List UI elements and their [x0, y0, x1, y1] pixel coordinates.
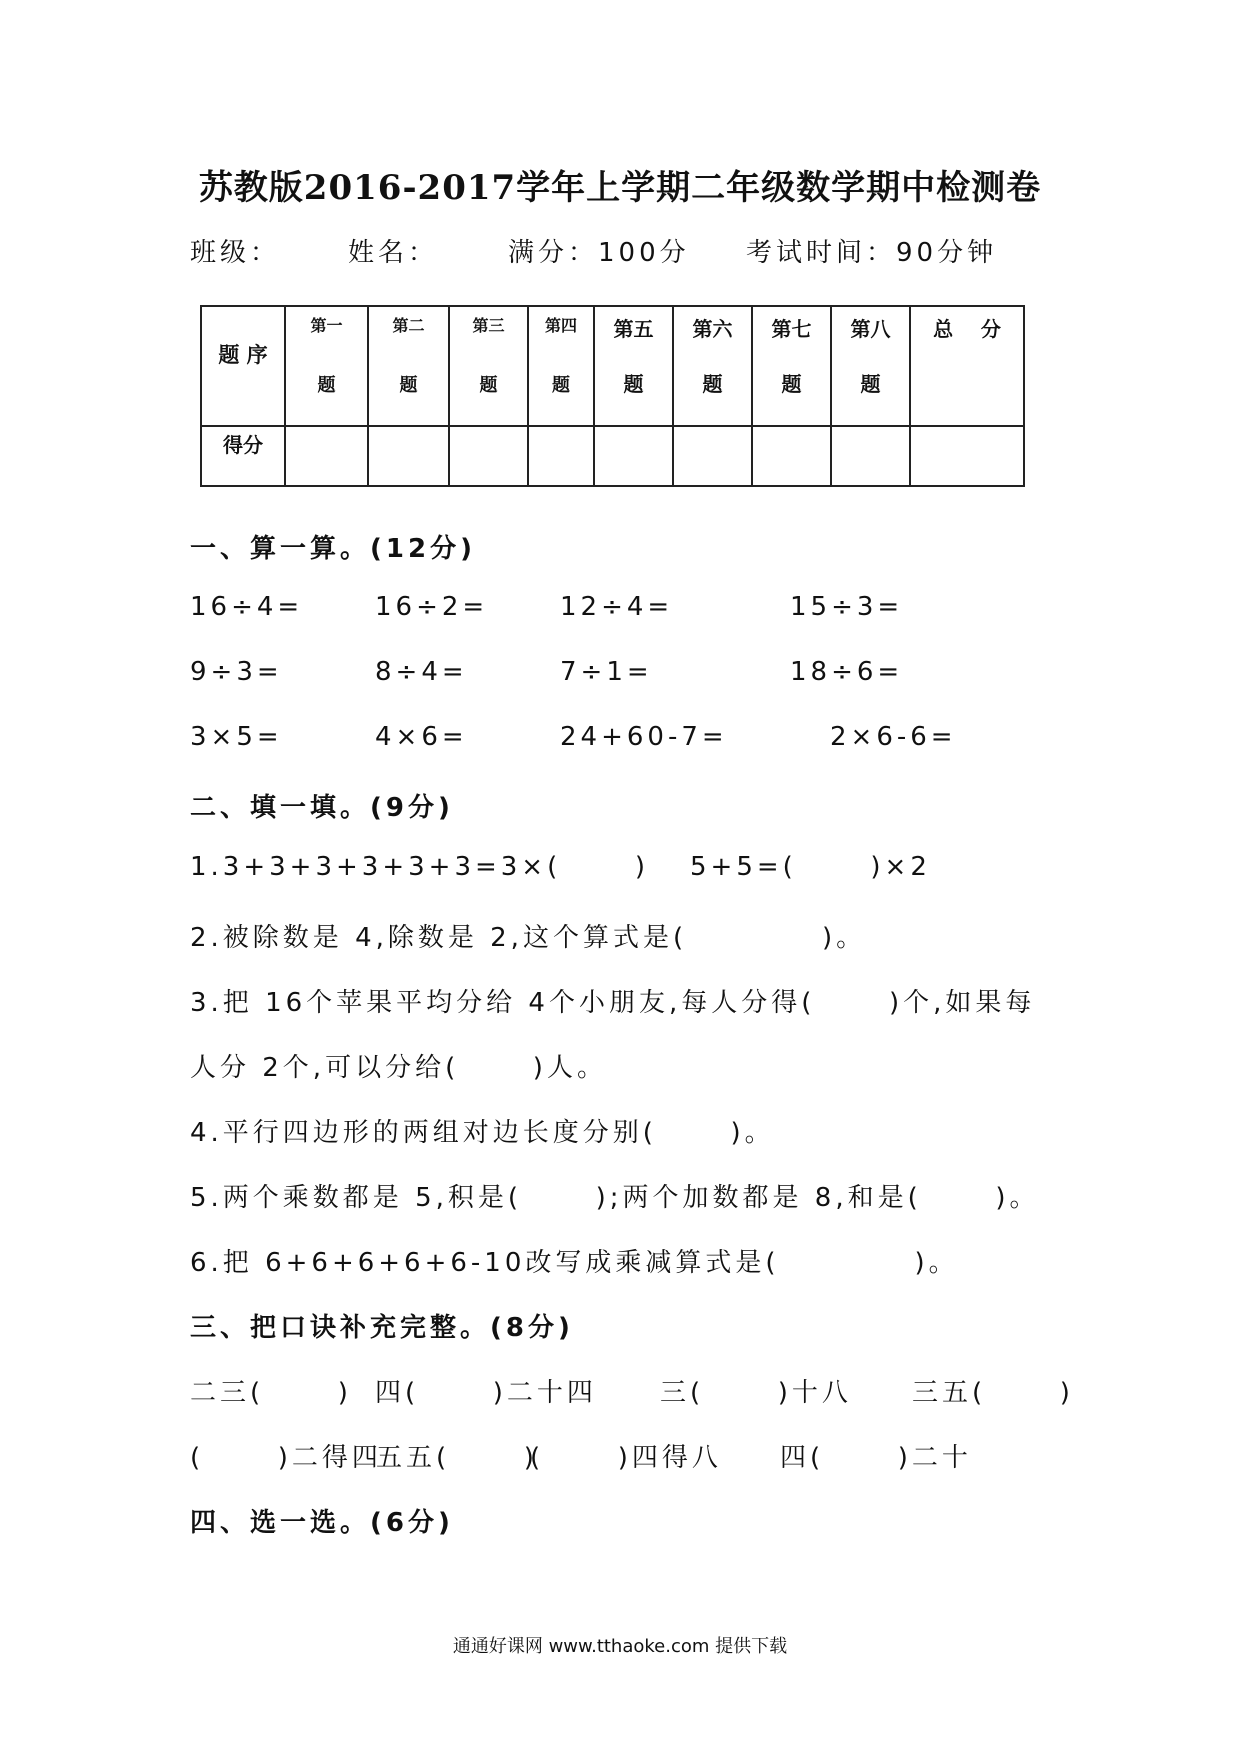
score-table — [200, 305, 1025, 487]
score-table-total-header: 总 分 — [910, 306, 1024, 426]
score-row-label: 得分 — [201, 426, 285, 486]
score-table-header-cell: 第七 题 — [752, 306, 831, 426]
calc-item: 15÷3= — [790, 592, 904, 622]
section2-heading: 二、填一填。(9分) — [190, 793, 454, 823]
rhyme-item: 三五( ) — [912, 1378, 1074, 1408]
rhyme-item: 二三( ) — [190, 1378, 352, 1408]
question-2-5: 5.两个乘数都是 5,积是( );两个加数都是 8,和是( )。 — [190, 1183, 1040, 1213]
question-2-6: 6.把 6+6+6+6+6-10改写成乘减算式是( )。 — [190, 1248, 959, 1278]
score-cell[interactable] — [673, 426, 752, 486]
calc-item: 9÷3= — [190, 657, 283, 687]
score-table-header-row — [201, 306, 1024, 426]
score-table-row-label: 题 序 — [201, 306, 285, 426]
rhyme-item: ( )二得四 — [190, 1443, 382, 1473]
calc-item: 2×6-6= — [830, 722, 957, 752]
calc-item: 8÷4= — [375, 657, 468, 687]
full-score-label: 满分：100分 — [508, 238, 690, 268]
score-cell[interactable] — [831, 426, 910, 486]
score-table-header-cell: 第三 题 — [449, 306, 528, 426]
class-label: 班级： — [190, 238, 281, 268]
rhyme-item: 四( )二十四 — [375, 1378, 597, 1408]
score-table-header-cell: 第五 题 — [594, 306, 673, 426]
score-table-header-cell: 第六 题 — [673, 306, 752, 426]
score-cell[interactable] — [594, 426, 673, 486]
score-cell[interactable] — [285, 426, 368, 486]
score-cell-total[interactable] — [910, 426, 1024, 486]
question-2-2: 2.被除数是 4,除数是 2,这个算式是( )。 — [190, 923, 867, 953]
calc-item: 24+60-7= — [560, 722, 728, 752]
question-2-3b: 人分 2个,可以分给( )人。 — [190, 1053, 607, 1083]
calc-item: 7÷1= — [560, 657, 653, 687]
score-table-header-cell: 第八 题 — [831, 306, 910, 426]
exam-time-label: 考试时间：90分钟 — [746, 238, 998, 268]
question-2-3a: 3.把 16个苹果平均分给 4个小朋友,每人分得( )个,如果每 — [190, 988, 1036, 1018]
score-table-header-cell: 第一 题 — [285, 306, 368, 426]
rhyme-item: 四( )二十 — [780, 1443, 972, 1473]
name-label: 姓名： — [348, 238, 439, 268]
rhyme-item: 五五( ) — [376, 1443, 538, 1473]
score-cell[interactable] — [449, 426, 528, 486]
score-cell[interactable] — [752, 426, 831, 486]
calc-item: 18÷6= — [790, 657, 904, 687]
calc-item: 4×6= — [375, 722, 468, 752]
section3-heading: 三、把口诀补充完整。(8分) — [190, 1313, 574, 1343]
rhyme-item: ( )四得八 — [530, 1443, 722, 1473]
section1-heading: 一、算一算。(12分) — [190, 534, 476, 564]
page-title: 苏教版2016-2017学年上学期二年级数学期中检测卷 — [198, 168, 1042, 208]
calc-item: 16÷2= — [375, 592, 489, 622]
question-2-1b: 5+5=( )×2 — [690, 852, 931, 882]
score-table-header-cell: 第四 题 — [528, 306, 594, 426]
score-cell[interactable] — [528, 426, 594, 486]
page-footer: 通通好课网 www.tthaoke.com 提供下载 — [452, 1636, 788, 1657]
calc-item: 16÷4= — [190, 592, 304, 622]
section4-heading: 四、选一选。(6分) — [190, 1508, 454, 1538]
score-table-header-cell: 第二 题 — [368, 306, 449, 426]
rhyme-item: 三( )十八 — [660, 1378, 852, 1408]
score-cell[interactable] — [368, 426, 449, 486]
score-table-score-row — [201, 426, 1024, 486]
calc-item: 12÷4= — [560, 592, 674, 622]
calc-item: 3×5= — [190, 722, 283, 752]
question-2-4: 4.平行四边形的两组对边长度分别( )。 — [190, 1118, 775, 1148]
question-2-1a: 1.3+3+3+3+3+3=3×( ) — [190, 852, 649, 882]
